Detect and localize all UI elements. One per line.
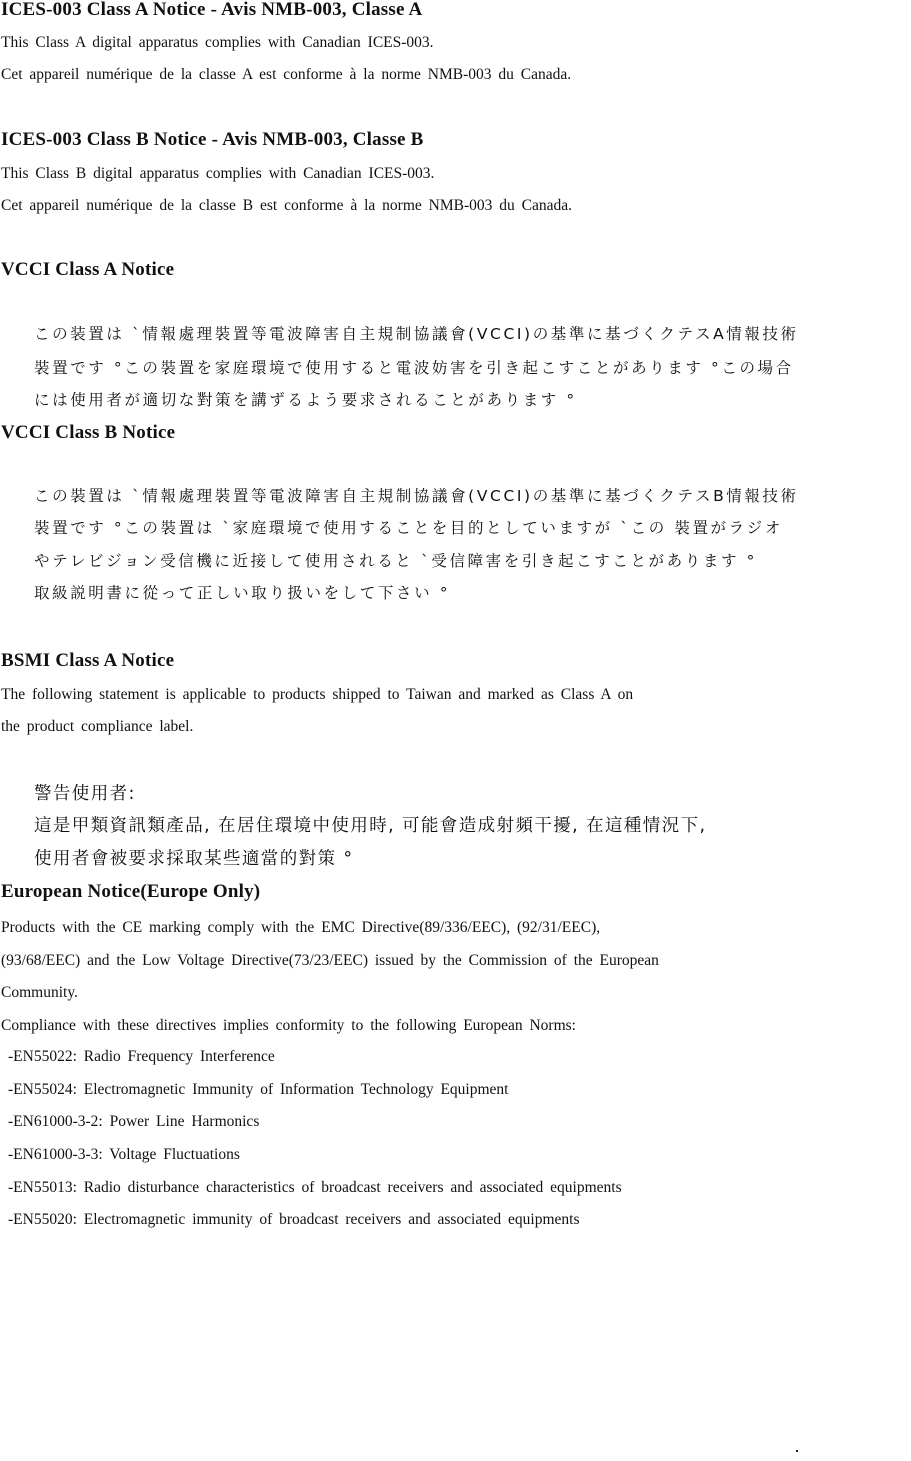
bsmi-heading: BSMI Class A Notice — [1, 650, 175, 671]
european-notice-line: Community. — [1, 984, 78, 1001]
vcci-class-b-heading: VCCI Class B Notice — [1, 422, 176, 443]
ices-class-a-english: This Class A digital apparatus complies with Canadian ICES-003. — [1, 34, 434, 51]
ices-class-a-french: Cet appareil numérique de la classe A est conforme à la norme NMB-003 du Canada. — [1, 66, 572, 83]
european-norm-item: -EN55024: Electromagnetic Immunity of Information Technology Equipment — [8, 1081, 509, 1098]
ices-class-b-french: Cet appareil numérique de la classe B est conforme à la norme NMB-003 du Canada. — [1, 197, 572, 214]
ices-class-b-heading: ICES-003 Class B Notice - Avis NMB-003, Classe B — [1, 129, 424, 150]
european-norm-item: -EN55013: Radio disturbance characteristics of broadcast receivers and associated equipments — [8, 1179, 622, 1196]
vcci-class-a-line: には使用者が適切な對策を講ずるよう要求されることがあります ° — [34, 391, 577, 409]
ices-class-b-english: This Class B digital apparatus complies with Canadian ICES-003. — [1, 165, 435, 182]
vcci-class-a-line: この装置は `情報處理裝置等電波障害自主規制協議會(VCCI)の基準に基づくクテスA情報技術 — [34, 325, 799, 343]
bsmi-chinese-warning-line: 使用者會被要求採取某些適當的對策 ° — [34, 849, 354, 869]
vcci-class-b-line: 裝置です °この裝置は `家庭環境で使用することを目的としていますが `この 裝置がラジオ — [34, 519, 783, 537]
vcci-class-a-heading: VCCI Class A Notice — [1, 259, 175, 280]
european-norm-item: -EN55022: Radio Frequency Interference — [8, 1048, 275, 1065]
vcci-class-b-line: やテレビジョン受信機に近接して使用されると `受信障害を引き起こすことがあります ° — [34, 552, 757, 570]
ices-class-a-heading: ICES-003 Class A Notice - Avis NMB-003, Classe A — [1, 0, 423, 20]
vcci-class-a-line: 裝置です °この裝置を家庭環境で使用すると電波妨害を引き起こすことがあります °この場合 — [34, 359, 794, 377]
vcci-class-b-line: 取級説明書に從って正しい取り扱いをして下さい ° — [34, 584, 451, 602]
european-notice-line: (93/68/EEC) and the Low Voltage Directive(73/23/EEC) issued by the Commission of the European — [1, 952, 659, 969]
bsmi-statement-line: The following statement is applicable to products shipped to Taiwan and marked as Class A on — [1, 686, 634, 703]
european-notice-heading: European Notice(Europe Only) — [1, 881, 261, 902]
bsmi-statement-line: the product compliance label. — [1, 718, 194, 735]
european-notice-line: Products with the CE marking comply with the EMC Directive(89/336/EEC), (92/31/EEC), — [1, 919, 601, 936]
vcci-class-b-line: この裝置は `情報處理裝置等電波障害自主規制協議會(VCCI)の基準に基づくクテスB情報技術 — [34, 487, 799, 505]
european-norm-item: -EN55020: Electromagnetic immunity of broadcast receivers and associated equipments — [8, 1211, 580, 1228]
european-norm-item: -EN61000-3-3: Voltage Fluctuations — [8, 1146, 240, 1163]
european-norm-item: -EN61000-3-2: Power Line Harmonics — [8, 1113, 260, 1130]
european-notice-line: Compliance with these directives implies conformity to the following European Norms: — [1, 1017, 576, 1034]
stray-dot-mark — [796, 1450, 798, 1452]
bsmi-chinese-warning-title: 警告使用者: — [34, 784, 136, 804]
bsmi-chinese-warning-line: 這是甲類資訊類產品, 在居住環境中使用時, 可能會造成射頻干擾, 在這種情況下, — [34, 816, 707, 836]
